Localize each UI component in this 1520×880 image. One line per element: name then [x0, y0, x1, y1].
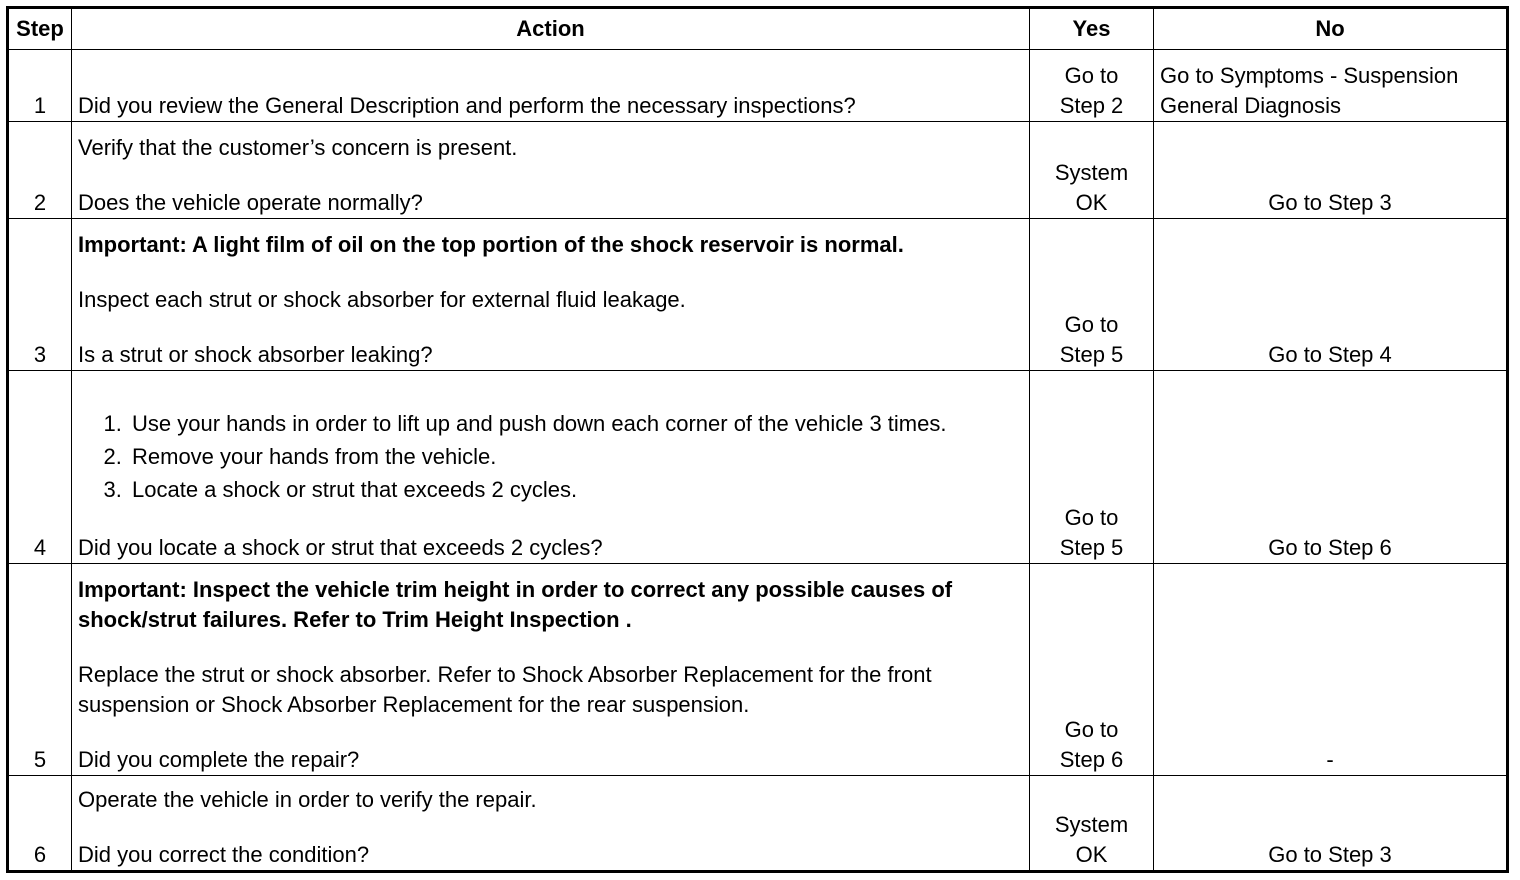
action-cell — [72, 50, 1030, 122]
yes-cell: Go to Step 5 — [1030, 219, 1154, 371]
step-number: 4 — [8, 371, 72, 564]
procedure-list — [78, 409, 963, 505]
no-cell: Go to Step 6 — [1154, 371, 1508, 564]
step-number: 3 — [8, 219, 72, 371]
step-number: 1 — [8, 50, 72, 122]
instruction-text: Operate the vehicle in order to verify the repair. — [78, 787, 537, 812]
table-row — [8, 564, 1508, 776]
header-action: Action — [72, 8, 1030, 50]
question-text: Did you locate a shock or strut that exceeds 2 cycles? — [78, 535, 603, 560]
action-cell — [72, 219, 1030, 371]
no-cell: Go to Symptoms - Suspension General Diagnosis — [1154, 50, 1508, 122]
header-step: Step — [8, 8, 72, 50]
question-text: Is a strut or shock absorber leaking? — [78, 342, 433, 367]
list-item: 1. Use your hands in order to lift up and push down each corner of the vehicle 3 times. — [128, 409, 963, 439]
question-text: Did you complete the repair? — [78, 747, 360, 772]
question-text: Did you correct the condition? — [78, 842, 370, 867]
yes-cell: Go to Step 6 — [1030, 564, 1154, 776]
action-cell — [72, 122, 1030, 219]
instruction-text: Verify that the customer’s concern is present. — [78, 135, 518, 160]
step-number: 6 — [8, 776, 72, 872]
table-row — [8, 776, 1508, 872]
action-cell — [72, 564, 1030, 776]
table-row — [8, 122, 1508, 219]
header-yes: Yes — [1030, 8, 1154, 50]
no-cell: Go to Step 3 — [1154, 122, 1508, 219]
instruction-text: Replace the strut or shock absorber. Refer to Shock Absorber Replacement for the front suspension or Shock Absorber Replacement for the rear suspension. — [78, 662, 932, 717]
yes-cell: System OK — [1030, 122, 1154, 219]
yes-cell: System OK — [1030, 776, 1154, 872]
step-number: 2 — [8, 122, 72, 219]
action-cell — [72, 371, 1030, 564]
no-cell: Go to Step 4 — [1154, 219, 1508, 371]
action-cell — [72, 776, 1030, 872]
instruction-text: Inspect each strut or shock absorber for external fluid leakage. — [78, 287, 686, 312]
no-cell: - — [1154, 564, 1508, 776]
table-row — [8, 50, 1508, 122]
diagnostic-table — [6, 6, 1509, 873]
list-item: 2. Remove your hands from the vehicle. — [128, 442, 963, 472]
question-text: Does the vehicle operate normally? — [78, 190, 423, 215]
question-text: Did you review the General Description and perform the necessary inspections? — [78, 93, 856, 118]
important-note: Important: A light film of oil on the top portion of the shock reservoir is normal. — [78, 232, 904, 257]
table-row — [8, 219, 1508, 371]
yes-cell: Go to Step 2 — [1030, 50, 1154, 122]
list-item: 3. Locate a shock or strut that exceeds 2 cycles. — [128, 475, 963, 505]
table-header-row — [8, 8, 1508, 50]
step-number: 5 — [8, 564, 72, 776]
header-no: No — [1154, 8, 1508, 50]
important-note: Important: Inspect the vehicle trim height in order to correct any possible causes of shock/strut failures. Refer to Trim Height Inspection . — [78, 577, 953, 632]
no-cell: Go to Step 3 — [1154, 776, 1508, 872]
yes-cell: Go to Step 5 — [1030, 371, 1154, 564]
table-row — [8, 371, 1508, 564]
